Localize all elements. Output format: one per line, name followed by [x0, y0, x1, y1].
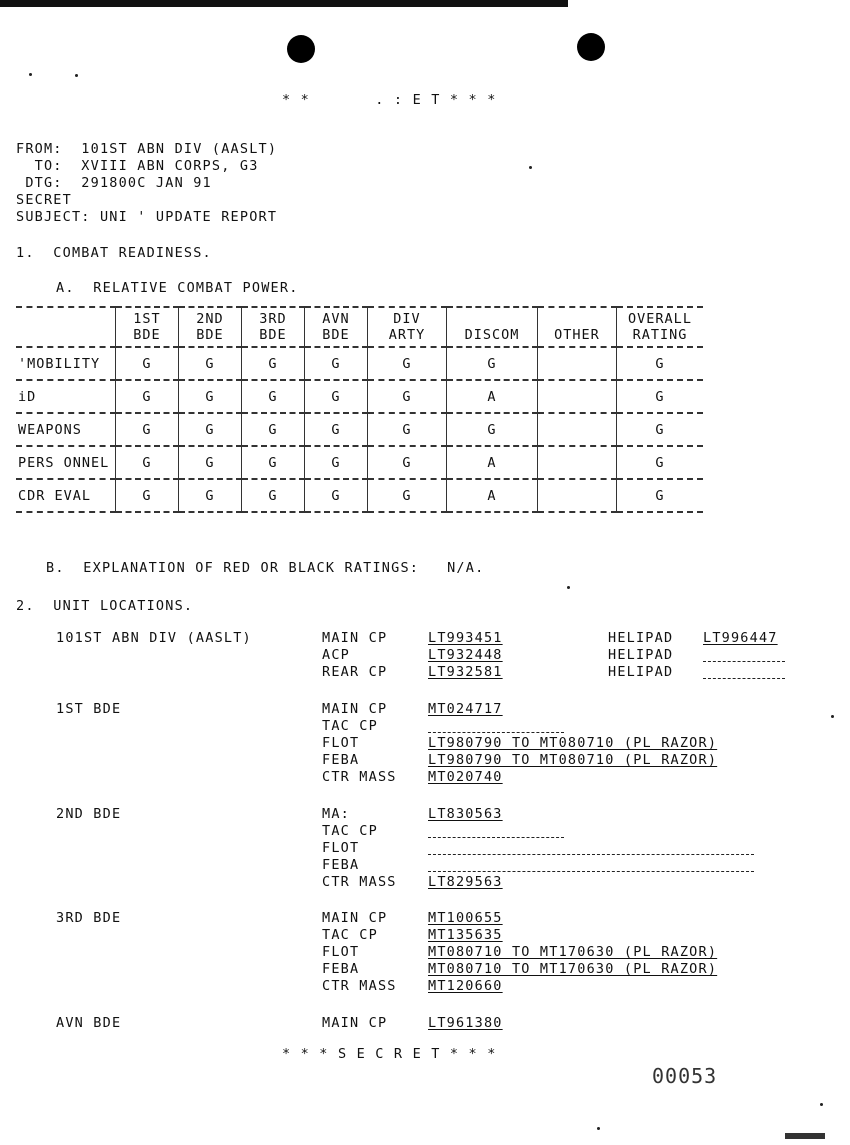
cell: G	[179, 347, 242, 380]
cell: G	[179, 446, 242, 479]
section-1b-text: B. EXPLANATION OF RED OR BLACK RATINGS: N/A.	[46, 560, 485, 576]
loc-value: MT020740	[428, 769, 503, 785]
loc-label: MA:	[322, 806, 350, 822]
scan-speck	[529, 166, 532, 169]
col-header-div-arty: DIV ARTY	[368, 307, 447, 347]
classification-top: * * . : E T * * *	[282, 92, 497, 108]
loc-value: MT080710 TO MT170630 (PL RAZOR)	[428, 961, 718, 977]
unit-name: 3RD BDE	[56, 910, 122, 926]
cell: G	[617, 479, 704, 512]
table-row	[16, 347, 703, 380]
cell: G	[116, 446, 179, 479]
loc-value: LT830563	[428, 806, 503, 822]
cell: G	[179, 413, 242, 446]
scan-speck	[597, 1127, 600, 1130]
dtg-value: 291800C JAN 91	[81, 175, 212, 191]
loc-label: ACP	[322, 647, 350, 663]
page-number: 00053	[652, 1064, 718, 1088]
loc-label: REAR CP	[322, 664, 388, 680]
loc-label: CTR MASS	[322, 874, 397, 890]
dtg-label: DTG:	[25, 175, 63, 191]
cell: G	[242, 446, 305, 479]
cell: G	[617, 347, 704, 380]
col-header-2nd-bde: 2ND BDE	[179, 307, 242, 347]
cell: G	[368, 413, 447, 446]
cell: G	[305, 479, 368, 512]
combat-power-table	[16, 306, 703, 513]
blank-field	[428, 857, 754, 872]
scan-speck	[29, 73, 32, 76]
blank-field	[428, 840, 754, 855]
cell: G	[305, 347, 368, 380]
row-label: 'MOBILITY	[16, 347, 116, 380]
to-value: XVIII ABN CORPS, G3	[81, 158, 259, 174]
dtg-line	[16, 175, 212, 191]
cell: G	[179, 479, 242, 512]
cell: G	[305, 380, 368, 413]
helipad-label: HELIPAD	[608, 630, 674, 646]
loc-value: LT932581	[428, 664, 503, 680]
cell: G	[116, 413, 179, 446]
scan-smudge	[785, 1133, 825, 1139]
loc-label: FLOT	[322, 840, 360, 856]
cell	[538, 380, 617, 413]
cell	[538, 479, 617, 512]
loc-label: TAC CP	[322, 927, 378, 943]
scan-speck	[75, 74, 78, 77]
loc-value: MT135635	[428, 927, 503, 943]
col-header-other: OTHER	[538, 307, 617, 347]
loc-label: MAIN CP	[322, 701, 388, 717]
blank-field	[428, 823, 564, 838]
classification-line: SECRET	[16, 192, 72, 208]
loc-label: FEBA	[322, 857, 360, 873]
punch-hole-left	[287, 35, 315, 63]
loc-label: MAIN CP	[322, 630, 388, 646]
cell: G	[617, 446, 704, 479]
loc-label: MAIN CP	[322, 910, 388, 926]
col-header-3rd-bde: 3RD BDE	[242, 307, 305, 347]
to-label: TO:	[34, 158, 63, 174]
loc-value: MT120660	[428, 978, 503, 994]
classification-bottom: * * * S E C R E T * * *	[282, 1046, 497, 1062]
row-label: WEAPONS	[16, 413, 116, 446]
loc-value: LT993451	[428, 630, 503, 646]
cell: A	[447, 380, 538, 413]
to-line	[16, 158, 259, 174]
cell	[538, 446, 617, 479]
blank-field	[703, 647, 785, 662]
loc-value: MT024717	[428, 701, 503, 717]
loc-value: LT980790 TO MT080710 (PL RAZOR)	[428, 752, 718, 768]
cell: G	[242, 347, 305, 380]
cell: G	[116, 479, 179, 512]
section-1-title: 1. COMBAT READINESS.	[16, 245, 212, 261]
unit-name: 101ST ABN DIV (AASLT)	[56, 630, 252, 646]
row-label: iD	[16, 380, 116, 413]
cell: A	[447, 479, 538, 512]
unit-name: AVN BDE	[56, 1015, 122, 1031]
cell: G	[242, 413, 305, 446]
loc-value: LT829563	[428, 874, 503, 890]
cell: G	[116, 347, 179, 380]
cell: G	[447, 413, 538, 446]
loc-value: LT980790 TO MT080710 (PL RAZOR)	[428, 735, 718, 751]
loc-label: MAIN CP	[322, 1015, 388, 1031]
loc-value: MT100655	[428, 910, 503, 926]
section-2-title: 2. UNIT LOCATIONS.	[16, 598, 194, 614]
helipad-value: LT996447	[703, 630, 778, 646]
blank-field	[428, 718, 564, 733]
loc-label: CTR MASS	[322, 769, 397, 785]
row-label: CDR EVAL	[16, 479, 116, 512]
cell: G	[617, 380, 704, 413]
header-corner	[16, 307, 116, 347]
table-row	[16, 446, 703, 479]
blank-field	[703, 664, 785, 679]
cell: G	[617, 413, 704, 446]
col-header-overall-rating: OVERALL RATING	[617, 307, 704, 347]
from-value: 101ST ABN DIV (AASLT)	[81, 141, 278, 157]
table-row	[16, 479, 703, 512]
loc-value: LT961380	[428, 1015, 503, 1031]
unit-name: 2ND BDE	[56, 806, 122, 822]
loc-value: MT080710 TO MT170630 (PL RAZOR)	[428, 944, 718, 960]
cell: G	[368, 347, 447, 380]
cell: G	[447, 347, 538, 380]
loc-label: TAC CP	[322, 823, 378, 839]
scan-speck	[831, 715, 834, 718]
from-line	[16, 141, 277, 157]
helipad-label: HELIPAD	[608, 647, 674, 663]
loc-label: FEBA	[322, 752, 360, 768]
cell: G	[368, 479, 447, 512]
cell: G	[368, 446, 447, 479]
cell	[538, 347, 617, 380]
cell: G	[305, 446, 368, 479]
unit-name: 1ST BDE	[56, 701, 122, 717]
subject-label: SUBJECT:	[16, 209, 91, 225]
subject-value: UNI ' UPDATE REPORT	[99, 209, 278, 225]
cell: G	[179, 380, 242, 413]
scan-speck	[567, 586, 570, 589]
cell: G	[368, 380, 447, 413]
table-row	[16, 380, 703, 413]
scan-speck	[820, 1103, 823, 1106]
col-header-discom: DISCOM	[447, 307, 538, 347]
col-header-1st-bde: 1ST BDE	[116, 307, 179, 347]
loc-label: FEBA	[322, 961, 360, 977]
cell	[538, 413, 617, 446]
loc-value: LT932448	[428, 647, 503, 663]
loc-label: FLOT	[322, 944, 360, 960]
loc-label: CTR MASS	[322, 978, 397, 994]
top-edge-line	[0, 0, 568, 7]
cell: A	[447, 446, 538, 479]
section-1a-title: A. RELATIVE COMBAT POWER.	[56, 280, 299, 296]
from-label: FROM:	[16, 141, 63, 157]
cell: G	[116, 380, 179, 413]
loc-label: TAC CP	[322, 718, 378, 734]
cell: G	[242, 479, 305, 512]
table-row	[16, 413, 703, 446]
cell: G	[305, 413, 368, 446]
subject-line	[16, 209, 277, 225]
row-label: PERS ONNEL	[16, 446, 116, 479]
col-header-avn-bde: AVN BDE	[305, 307, 368, 347]
cell: G	[242, 380, 305, 413]
helipad-label: HELIPAD	[608, 664, 674, 680]
loc-label: FLOT	[322, 735, 360, 751]
table-header-row	[16, 307, 703, 347]
punch-hole-right	[577, 33, 605, 61]
